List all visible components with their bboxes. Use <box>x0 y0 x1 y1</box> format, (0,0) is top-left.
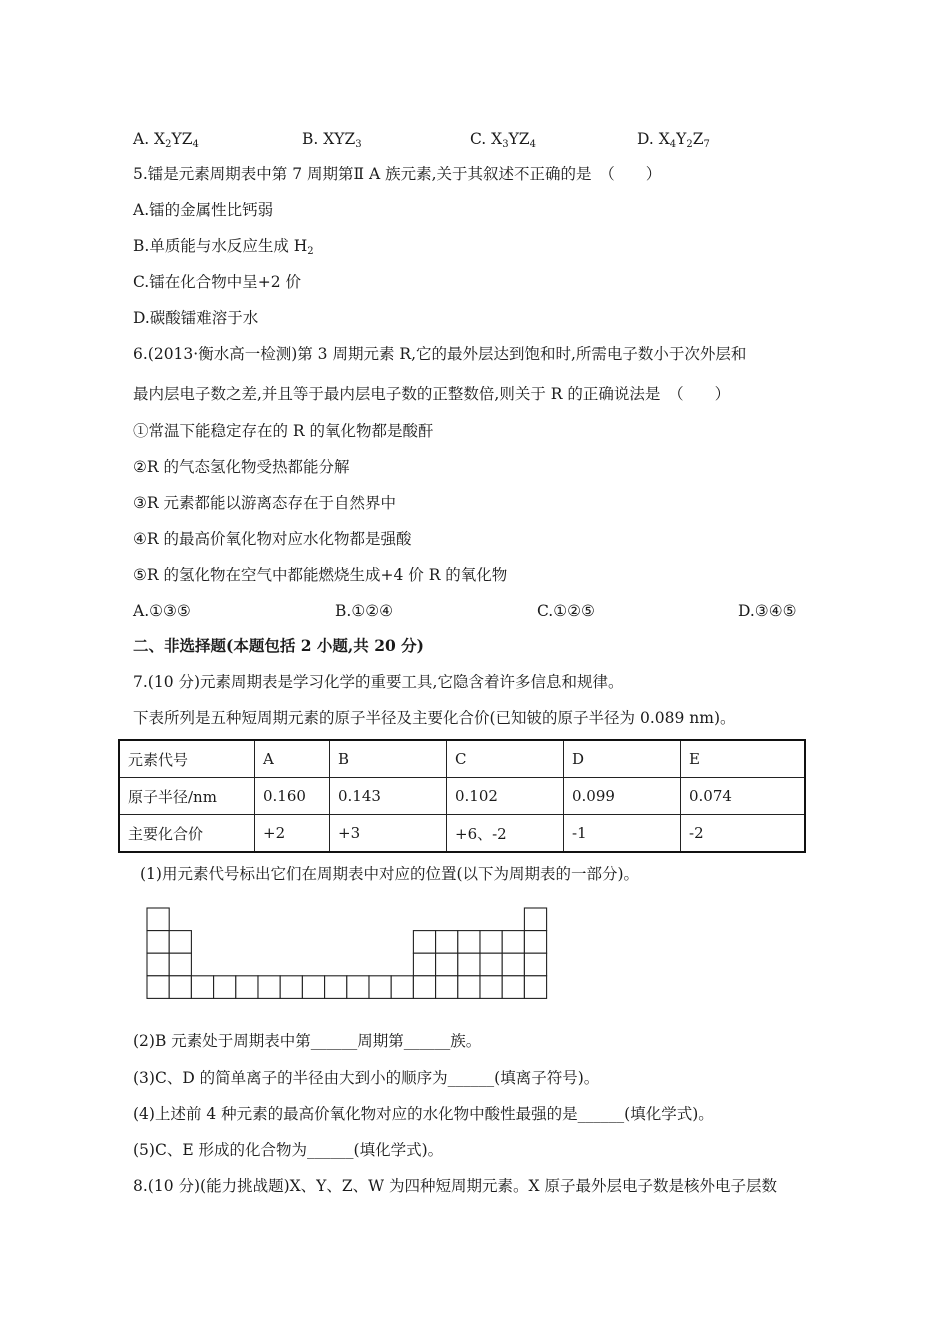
q6-option-b: B.①②④ <box>335 602 394 620</box>
periodic-table-cell[interactable] <box>524 931 546 954</box>
periodic-table-cell[interactable] <box>147 953 169 976</box>
periodic-table-cell[interactable] <box>147 931 169 954</box>
periodic-table-cell[interactable] <box>236 976 258 999</box>
q6-stem-line2: 最内层电子数之差,并且等于最内层电子数的正整数倍,则关于 R 的正确说法是 （ ） <box>133 385 731 403</box>
periodic-table-cell[interactable] <box>458 976 480 999</box>
q6-statement-3: ③R 元素都能以游离态存在于自然界中 <box>133 494 396 512</box>
q7-part-2: (2)B 元素处于周期表中第______周期第______族。 <box>133 1032 482 1050</box>
periodic-table-cell[interactable] <box>191 976 213 999</box>
q7-stem-line1: 7.(10 分)元素周期表是学习化学的重要工具,它隐含着许多信息和规律。 <box>133 673 624 691</box>
periodic-table-cell[interactable] <box>480 953 502 976</box>
table-row <box>119 740 805 778</box>
periodic-table-cell[interactable] <box>169 931 191 954</box>
q6-statement-2: ②R 的气态氢化物受热都能分解 <box>133 458 350 476</box>
q7-part-3: (3)C、D 的简单离子的半径由大到小的顺序为______(填离子符号)。 <box>133 1069 600 1087</box>
q5-stem: 5.镭是元素周期表中第 7 周期第Ⅱ A 族元素,关于其叙述不正确的是 （ ） <box>133 165 662 183</box>
periodic-table-cell[interactable] <box>258 976 280 999</box>
periodic-table-cell[interactable] <box>436 953 458 976</box>
periodic-table-cell[interactable] <box>302 976 324 999</box>
q5-option-c: C.镭在化合物中呈+2 价 <box>133 273 302 291</box>
table-cell: +6、-2 <box>447 815 564 853</box>
table-cell: 元素代号 <box>119 740 255 778</box>
periodic-table-outline[interactable] <box>146 907 548 999</box>
table-cell: +2 <box>255 815 330 853</box>
periodic-table-cell[interactable] <box>524 908 546 931</box>
table-cell: B <box>330 740 447 778</box>
periodic-table-cell[interactable] <box>480 976 502 999</box>
periodic-table-cell[interactable] <box>524 953 546 976</box>
table-cell: E <box>681 740 806 778</box>
table-cell: A <box>255 740 330 778</box>
table-cell: 0.102 <box>447 778 564 815</box>
q4-option-a: A. $X_2YZ_4$ <box>133 130 199 150</box>
q4-option-b: B. $XYZ_3$ <box>302 130 362 150</box>
periodic-table-cell[interactable] <box>391 976 413 999</box>
q5-option-b: B.单质能与水反应生成 $H_2$ <box>133 237 314 257</box>
table-cell: 原子半径/nm <box>119 778 255 815</box>
q5-option-a: A.镭的金属性比钙弱 <box>133 201 274 219</box>
table-cell: D <box>564 740 681 778</box>
element-data-table <box>118 739 806 853</box>
section-2-heading: 二、非选择题(本题包括 2 小题,共 20 分) <box>133 636 425 655</box>
q6-statement-1: ①常温下能稳定存在的 R 的氧化物都是酸酐 <box>133 422 434 440</box>
q7-part-1: (1)用元素代号标出它们在周期表中对应的位置(以下为周期表的一部分)。 <box>140 865 640 883</box>
table-cell: +3 <box>330 815 447 853</box>
q7-stem-line2: 下表所列是五种短周期元素的原子半径及主要化合价(已知铍的原子半径为 0.089 nm)。 <box>133 709 736 727</box>
table-cell: C <box>447 740 564 778</box>
periodic-table-cell[interactable] <box>147 908 169 931</box>
q6-stem-line1: 6.(2013·衡水高一检测)第 3 周期元素 R,它的最外层达到饱和时,所需电子数小于次外层和 <box>133 345 747 363</box>
periodic-table-cell[interactable] <box>413 931 435 954</box>
periodic-table-cell[interactable] <box>524 976 546 999</box>
q6-option-c: C.①②⑤ <box>537 602 595 620</box>
periodic-table-cell[interactable] <box>436 976 458 999</box>
q7-part-4: (4)上述前 4 种元素的最高价氧化物对应的水化物中酸性最强的是______(填化学式)。 <box>133 1105 714 1123</box>
periodic-table-cell[interactable] <box>347 976 369 999</box>
table-row <box>119 778 805 815</box>
periodic-table-cell[interactable] <box>436 931 458 954</box>
periodic-table-cell[interactable] <box>502 931 524 954</box>
q6-option-d: D.③④⑤ <box>738 602 797 620</box>
table-cell: -2 <box>681 815 806 853</box>
periodic-table-cell[interactable] <box>169 953 191 976</box>
table-cell: 0.160 <box>255 778 330 815</box>
q4-option-d: D. $X_4Y_2Z_7$ <box>637 130 710 150</box>
periodic-table-cell[interactable] <box>413 953 435 976</box>
q6-statement-4: ④R 的最高价氧化物对应水化物都是强酸 <box>133 530 412 548</box>
periodic-table-cell[interactable] <box>502 976 524 999</box>
periodic-table-cell[interactable] <box>502 953 524 976</box>
periodic-table-cell[interactable] <box>413 976 435 999</box>
q8-stem-line1: 8.(10 分)(能力挑战题)X、Y、Z、W 为四种短周期元素。X 原子最外层电子数是核外电子层数 <box>133 1177 777 1195</box>
periodic-table-cell[interactable] <box>214 976 236 999</box>
periodic-table-cell[interactable] <box>147 976 169 999</box>
periodic-table-cell[interactable] <box>169 976 191 999</box>
table-row <box>119 815 805 853</box>
periodic-table-cell[interactable] <box>325 976 347 999</box>
periodic-table-cell[interactable] <box>458 953 480 976</box>
table-cell: 0.099 <box>564 778 681 815</box>
q5-option-d: D.碳酸镭难溶于水 <box>133 309 259 327</box>
q4-option-c: C. $X_3YZ_4$ <box>470 130 536 150</box>
q7-part-5: (5)C、E 形成的化合物为______(填化学式)。 <box>133 1141 444 1159</box>
periodic-table-cell[interactable] <box>369 976 391 999</box>
table-cell: 0.143 <box>330 778 447 815</box>
periodic-table-cell[interactable] <box>280 976 302 999</box>
table-cell: 主要化合价 <box>119 815 255 853</box>
periodic-table-cell[interactable] <box>458 931 480 954</box>
periodic-table-cell[interactable] <box>480 931 502 954</box>
table-cell: 0.074 <box>681 778 806 815</box>
q6-option-a: A.①③⑤ <box>133 602 191 620</box>
q6-statement-5: ⑤R 的氢化物在空气中都能燃烧生成+4 价 R 的氧化物 <box>133 566 508 584</box>
table-cell: -1 <box>564 815 681 853</box>
